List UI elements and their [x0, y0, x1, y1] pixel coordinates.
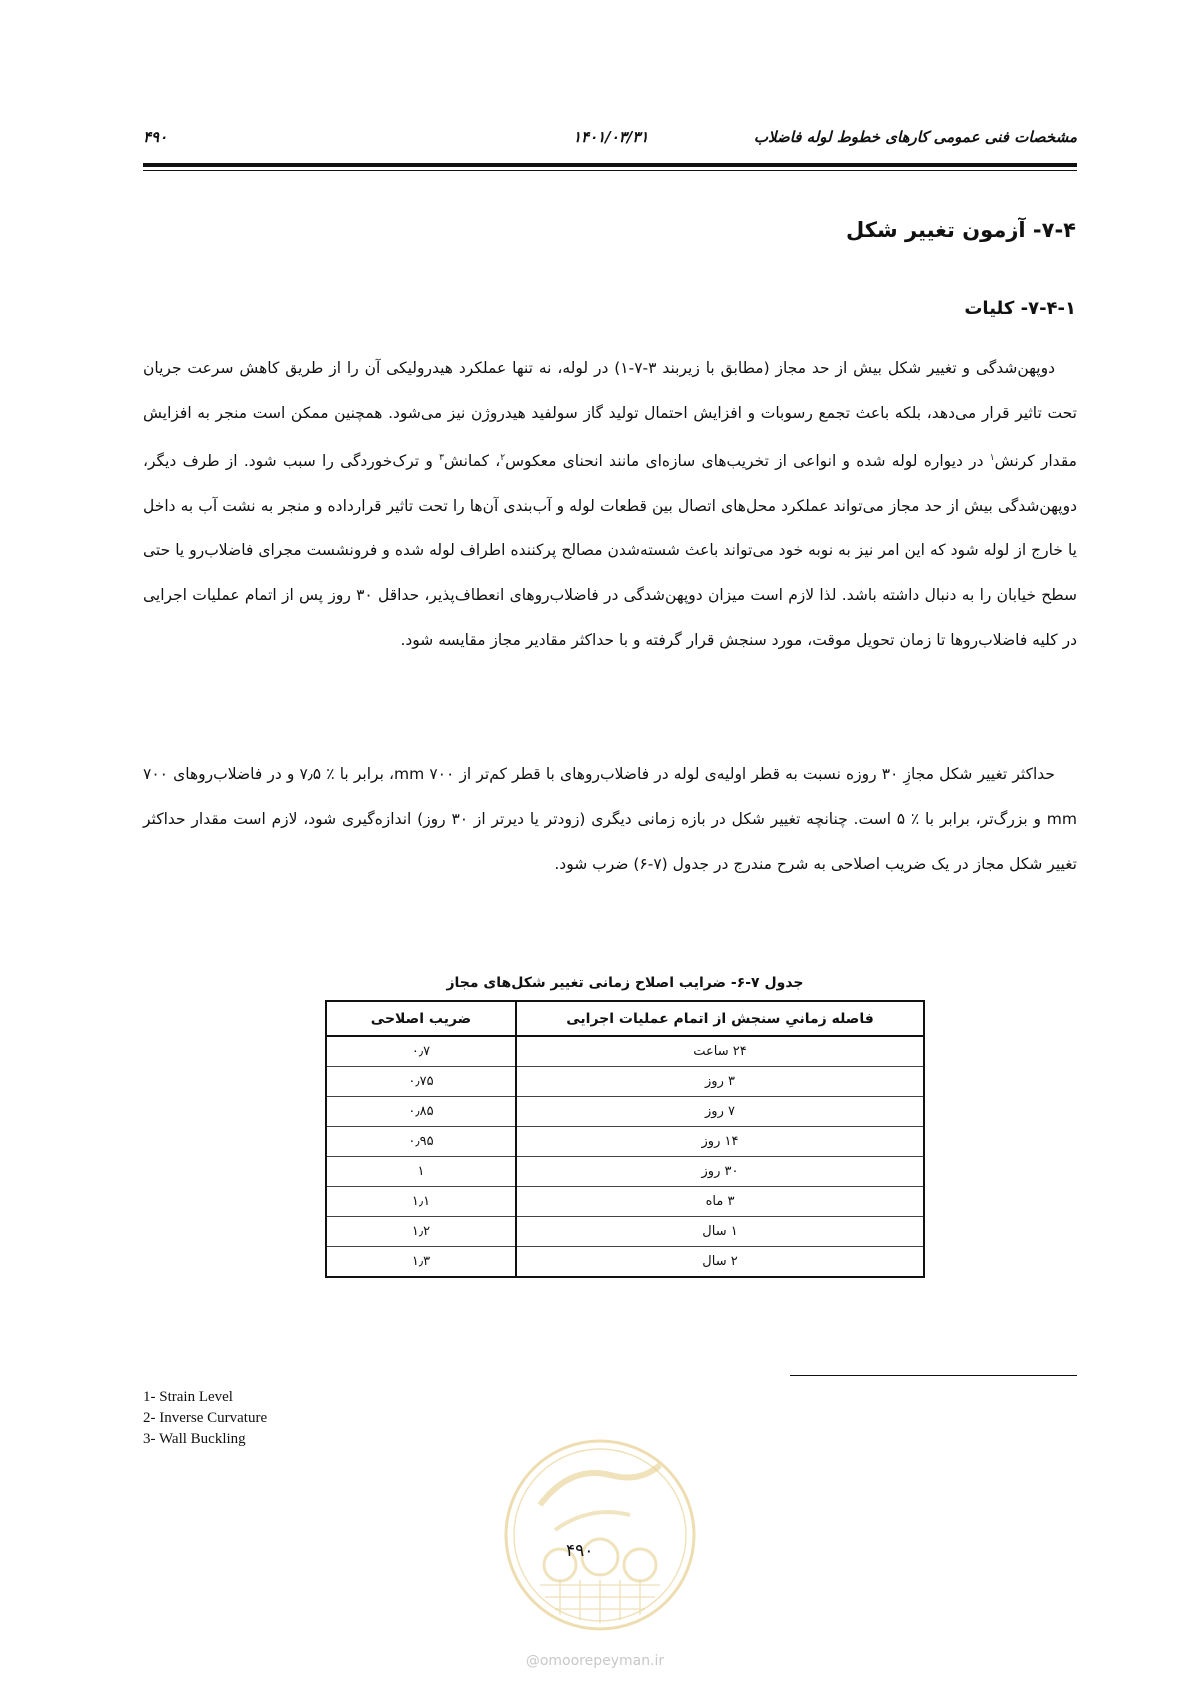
table-row — [326, 1097, 924, 1127]
footnote-1: 1- Strain Level — [143, 1389, 233, 1405]
footnotes — [143, 1387, 267, 1450]
table-row — [326, 1247, 924, 1278]
table-header-row — [326, 1001, 924, 1036]
table-row — [326, 1036, 924, 1067]
footnote-2: 2- Inverse Curvature — [143, 1410, 268, 1426]
footnote-rule — [790, 1375, 1077, 1376]
header-rule-thick — [143, 163, 1077, 167]
header-title: مشخصات فنی عمومی کارهای خطوط لوله فاضلاب — [753, 128, 1077, 146]
cell-interval: ۷ روز — [516, 1097, 924, 1127]
paragraph-text: دوپهن‌شدگی و تغییر شکل بیش از حد مجاز (مطابق با زیربند ۳-۷-۱) در لوله، نه تنها عملکرد هیدرولیکی آن را از طریق کاهش سرعت جریان تحت تاثیر قرار می‌دهد، بلکه باعث تجمع رسوبات و افزایش احتمال تولید گاز سولفید هیدروژن نیز می‌شود. همچنین ممکن است منجر به افزایش مقدار کرنش — [143, 359, 1077, 470]
section-heading: ۷-۴- آزمون تغییر شکل — [846, 218, 1076, 242]
table-row — [326, 1157, 924, 1187]
table-row — [326, 1067, 924, 1097]
header-page-number: ۴۹۰ — [143, 128, 168, 146]
cell-factor: ۱ — [326, 1157, 516, 1187]
cell-interval: ۳ روز — [516, 1067, 924, 1097]
cell-interval: ۱ سال — [516, 1217, 924, 1247]
table-caption: جدول ۷-۶- ضرایب اصلاح زمانی تغییر شکل‌های مجاز — [446, 975, 804, 991]
cell-interval: ۳ ماه — [516, 1187, 924, 1217]
seal-logo-icon — [500, 1435, 700, 1635]
cell-interval: ۲ سال — [516, 1247, 924, 1278]
footer-page-number: ۴۹۰ — [566, 1541, 594, 1561]
cell-factor: ۰٫۷ — [326, 1036, 516, 1067]
cell-interval: ۱۴ روز — [516, 1127, 924, 1157]
body-paragraph-2: حداکثر تغییر شکل مجازِ ۳۰ روزه نسبت به قطر اولیه‌ی لوله در فاضلاب‌روهای با قطر کم‌تر از ۷۰۰ mm، برابر با ٪ ۷٫۵ و در فاضلاب‌روهای ۷۰۰ mm و بزرگ‌تر، برابر با ٪ ۵ است. چنانچه تغییر شکل در بازه زمانی دیگری (زودتر یا دیرتر از ۳۰ روز) اندازه‌گیری شود، لازم است مقدار حداکثر تغییر شکل مجاز در یک ضریب اصلاحی به شرح مندرج در جدول (۷-۶) ضرب شود. — [143, 765, 1077, 873]
cell-factor: ۱٫۲ — [326, 1217, 516, 1247]
cell-factor: ۱٫۱ — [326, 1187, 516, 1217]
correction-factor-table — [325, 1000, 925, 1278]
cell-factor: ۰٫۷۵ — [326, 1067, 516, 1097]
table-row — [326, 1187, 924, 1217]
table-row — [326, 1127, 924, 1157]
paragraph-text: و ترک‌خوردگی را سبب شود. از طرف دیگر، دوپهن‌شدگی بیش از حد مجاز می‌تواند عملکرد محل‌های اتصال بین قطعات لوله و آب‌بندی آن‌ها را تحت تاثیر قرارداده و منجر به نشت آب به داخل یا خارج از لوله شود که این امر نیز به نوبه خود می‌تواند باعث شسته‌شدن مصالح پرکننده اطراف لوله شده و فرونشست مجرای فاضلاب‌رو یا حتی سطح خیابان را به دنبال داشته باشد. لذا لازم است میزان دوپهن‌شدگی در فاضلاب‌روهای انعطاف‌پذیر، حداقل ۳۰ روز پس از اتمام عملیات اجرایی در کلیه فاضلاب‌روها تا زمان تحویل موقت، مورد سنجش قرار گرفته و با حداکثر مقادیر مجاز مقایسه شود. — [143, 451, 1077, 649]
cell-interval: ۳۰ روز — [516, 1157, 924, 1187]
website-watermark: @omoorepeyman.ir — [525, 1653, 665, 1669]
body-paragraph-1 — [143, 346, 1077, 663]
cell-factor: ۰٫۹۵ — [326, 1127, 516, 1157]
cell-factor: ۰٫۸۵ — [326, 1097, 516, 1127]
running-header — [143, 128, 1077, 150]
header-date: ۱۴۰۱/۰۳/۳۱ — [573, 128, 649, 146]
column-header-factor: ضریب اصلاحی — [326, 1001, 516, 1036]
footnote-3: 3- Wall Buckling — [143, 1431, 246, 1447]
cell-factor: ۱٫۳ — [326, 1247, 516, 1278]
paragraph-text: ، کمانش — [443, 451, 501, 470]
footnote-mark-1: ۱ — [989, 452, 995, 463]
paragraph-text: در دیواره لوله شده و انواعی از تخریب‌های سازه‌ای مانند انحنای معکوس — [505, 451, 990, 470]
cell-interval: ۲۴ ساعت — [516, 1036, 924, 1067]
subsection-heading: ۷-۴-۱- کلیات — [964, 298, 1076, 319]
table-row — [326, 1217, 924, 1247]
footnote-mark-3: ۳ — [439, 452, 444, 463]
footnote-mark-2: ۲ — [500, 452, 506, 463]
column-header-interval: فاصله زمانیِ سنجش از اتمام عملیات اجرایی — [516, 1001, 924, 1036]
header-rule-thin — [143, 170, 1077, 171]
